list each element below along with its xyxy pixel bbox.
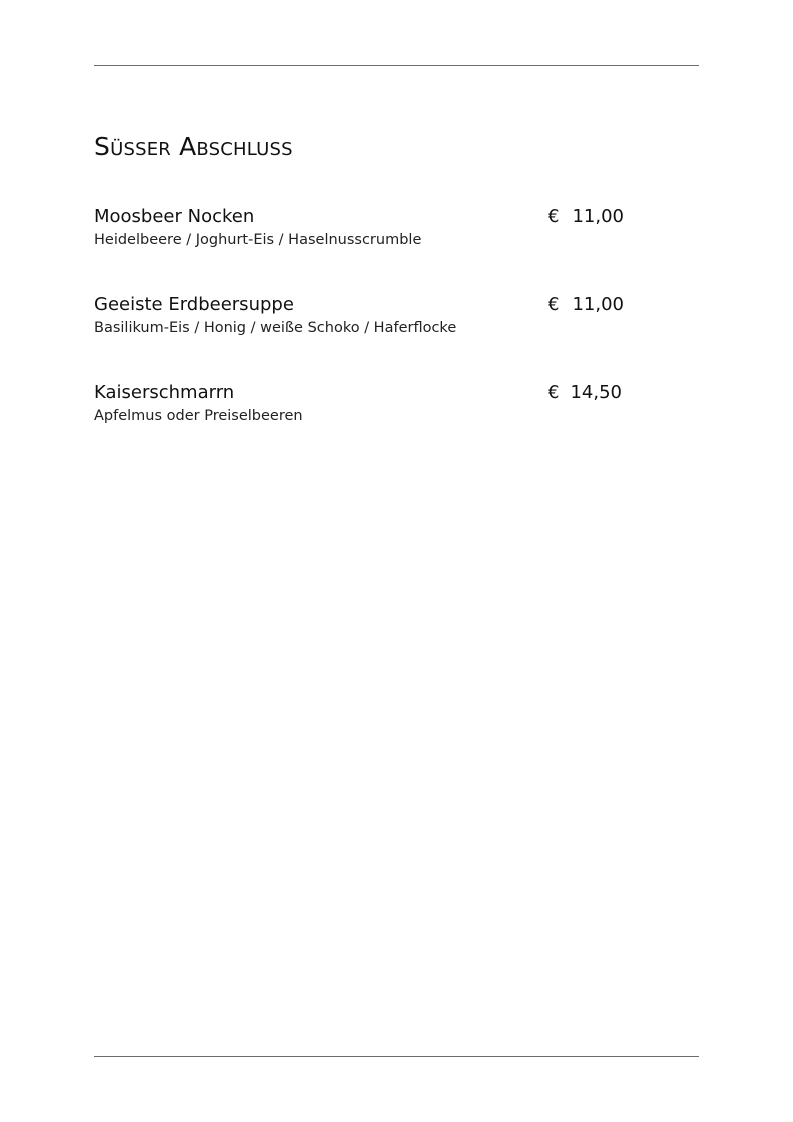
menu-item-currency: €	[548, 294, 560, 315]
menu-item-name: Geeiste Erdbeersuppe	[94, 294, 294, 315]
section-title: Süsser Abschluss	[94, 132, 293, 161]
menu-item-currency: €	[548, 206, 560, 227]
menu-item-description: Heidelbeere / Joghurt-Eis / Haselnusscrumble	[94, 232, 422, 248]
bottom-divider	[94, 1056, 699, 1057]
menu-item-name: Kaiserschmarrn	[94, 382, 235, 403]
menu-item-description: Basilikum-Eis / Honig / weiße Schoko / Haferflocke	[94, 320, 457, 336]
menu-item-price: 14,50	[570, 382, 622, 403]
menu-item	[94, 381, 634, 431]
menu-item-price: 11,00	[572, 294, 624, 315]
menu-item	[94, 205, 634, 255]
menu-item-name: Moosbeer Nocken	[94, 206, 255, 227]
menu-item-currency: €	[548, 382, 560, 403]
menu-item-description: Apfelmus oder Preiselbeeren	[94, 408, 303, 424]
menu-item	[94, 293, 634, 343]
top-divider	[94, 65, 699, 66]
menu-item-price: 11,00	[572, 206, 624, 227]
